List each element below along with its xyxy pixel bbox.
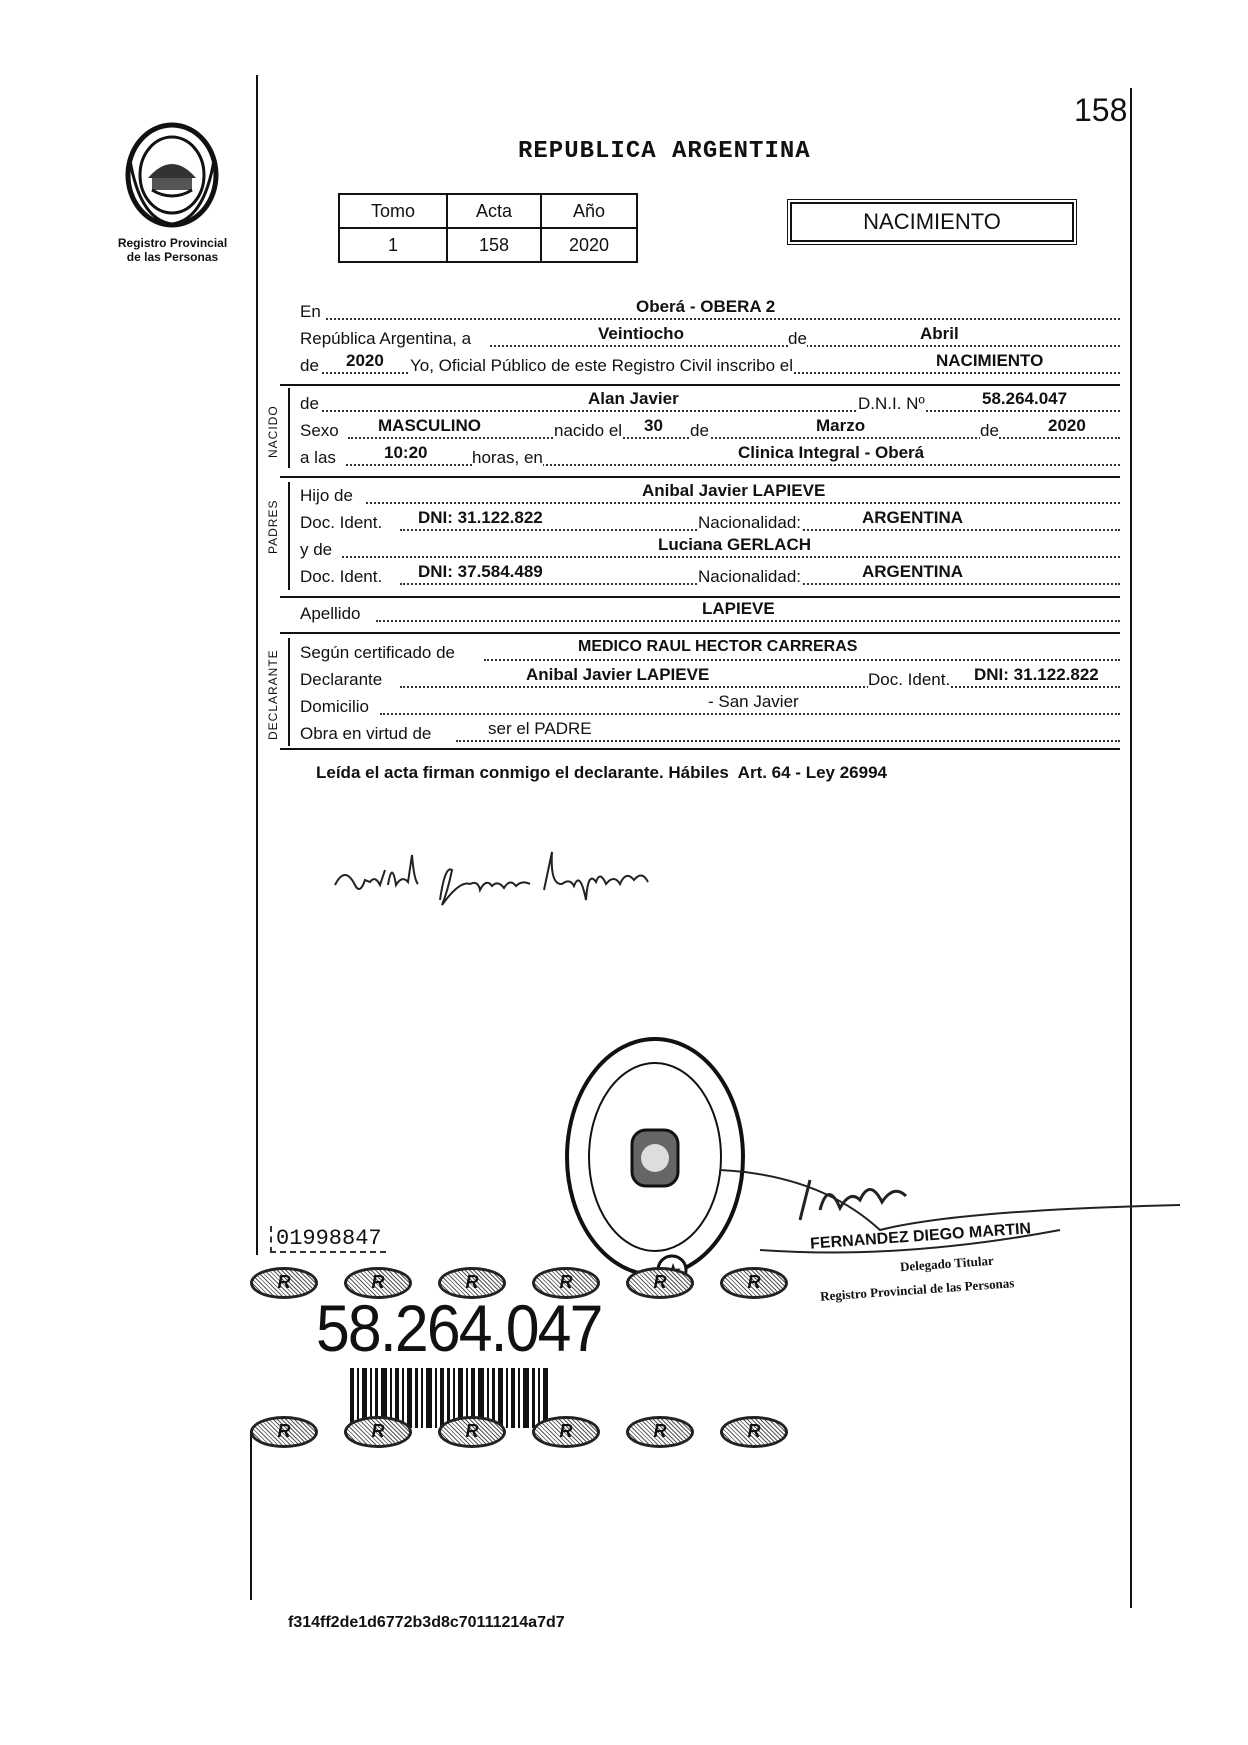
apellido-label: Apellido bbox=[300, 604, 361, 623]
acta-value: 158 bbox=[447, 228, 541, 262]
document-hash: f314ff2de1d6772b3d8c70111214a7d7 bbox=[288, 1614, 565, 1631]
tomo-header: Tomo bbox=[339, 194, 447, 228]
mother-doc: DNI: 37.584.489 bbox=[418, 562, 543, 581]
row-en bbox=[300, 297, 1120, 326]
serial-number: 01998847 bbox=[270, 1226, 386, 1253]
nacido-el-label: nacido el bbox=[554, 421, 623, 440]
en-value: Oberá - OBERA 2 bbox=[636, 297, 776, 316]
official-name: FERNANDEZ DIEGO MARTIN bbox=[809, 1220, 1032, 1253]
padres-section-label: PADRES bbox=[266, 499, 280, 554]
closing-text: Leída el acta firman conmigo el declarante. Hábiles Art. 64 - Ley 26994 bbox=[316, 763, 887, 782]
declarante-section-label: DECLARANTE bbox=[266, 649, 280, 740]
father-nationality: ARGENTINA bbox=[862, 508, 964, 527]
row-declarante bbox=[300, 665, 1120, 694]
official-role: Delegado Titular bbox=[899, 1252, 995, 1275]
province-coat-of-arms-icon bbox=[122, 120, 222, 230]
r-logo-icon: R bbox=[532, 1416, 600, 1448]
father-name: Anibal Javier LAPIEVE bbox=[642, 481, 826, 500]
obra-label: Obra en virtud de bbox=[300, 724, 432, 743]
mother-nat-label: Nacionalidad: bbox=[698, 567, 802, 586]
cert-value: MEDICO RAUL HECTOR CARRERAS bbox=[578, 638, 858, 655]
decl-label: Declarante bbox=[300, 670, 383, 689]
registry-line-1: Registro Provincial bbox=[117, 236, 228, 250]
page-number: 158 bbox=[1074, 92, 1128, 128]
child-name: Alan Javier bbox=[588, 389, 679, 408]
birth-year: 2020 bbox=[1048, 416, 1086, 435]
birth-time: 10:20 bbox=[384, 443, 428, 462]
r-logo-icon: R bbox=[720, 1416, 788, 1448]
apellido-top-line bbox=[280, 596, 1120, 598]
horas-label: horas, en bbox=[472, 448, 543, 467]
r-logo-icon: R bbox=[438, 1416, 506, 1448]
r-logo-icon: R bbox=[250, 1416, 318, 1448]
r-logo-icon: R bbox=[626, 1416, 694, 1448]
row-father-doc bbox=[300, 508, 1120, 537]
padres-top-line bbox=[280, 476, 1120, 478]
y-de-label: y de bbox=[300, 540, 333, 559]
anio-header: Año bbox=[541, 194, 637, 228]
row-domicilio bbox=[300, 692, 1120, 721]
nacido-bracket bbox=[288, 388, 290, 468]
registry-name bbox=[100, 236, 245, 264]
act-value: NACIMIENTO bbox=[936, 351, 1044, 370]
row-republica bbox=[300, 324, 1120, 353]
country-title: REPUBLICA ARGENTINA bbox=[518, 138, 811, 165]
yo-text: Yo, Oficial Público de este Registro Civil inscribo el bbox=[410, 356, 793, 375]
security-logo-strip-2 bbox=[250, 1416, 814, 1448]
right-margin-line bbox=[1130, 88, 1132, 1608]
nacido-top-line bbox=[280, 384, 1120, 386]
row-y-de bbox=[300, 535, 1120, 564]
record-table bbox=[338, 193, 638, 263]
acta-header: Acta bbox=[447, 194, 541, 228]
de2-label: de bbox=[300, 356, 319, 375]
decl-value: Anibal Javier LAPIEVE bbox=[526, 665, 710, 684]
child-dni: 58.264.047 bbox=[982, 389, 1068, 408]
sexo-value: MASCULINO bbox=[378, 416, 481, 435]
left-margin-line bbox=[256, 75, 258, 1255]
left-margin-line-lower bbox=[250, 1430, 252, 1600]
row-apellido bbox=[300, 599, 1120, 628]
record-type-box bbox=[790, 202, 1074, 242]
dni-label: D.N.I. Nº bbox=[858, 394, 925, 413]
hijo-de-label: Hijo de bbox=[300, 486, 353, 505]
month-value: Abril bbox=[920, 324, 959, 343]
mother-nationality: ARGENTINA bbox=[862, 562, 964, 581]
row-obra bbox=[300, 719, 1120, 748]
year-value: 2020 bbox=[346, 351, 384, 370]
r-logo-icon: R bbox=[250, 1267, 318, 1299]
dom-value: - San Javier bbox=[708, 692, 799, 711]
row-hora bbox=[300, 443, 1120, 472]
birth-month: Marzo bbox=[816, 416, 866, 435]
father-doc: DNI: 31.122.822 bbox=[418, 508, 543, 527]
row-nacido-name bbox=[300, 389, 1120, 418]
row-hijo-de bbox=[300, 481, 1120, 510]
father-nat-label: Nacionalidad: bbox=[698, 513, 802, 532]
nacido-section-label: NACIDO bbox=[266, 405, 280, 458]
row-mother-doc bbox=[300, 562, 1120, 591]
row-sexo bbox=[300, 416, 1120, 445]
handwritten-signature bbox=[330, 840, 670, 925]
declarante-bracket bbox=[288, 638, 290, 746]
birth-day: 30 bbox=[644, 416, 663, 435]
decl-doc-label: Doc. Ident. bbox=[868, 670, 951, 689]
en-label: En bbox=[300, 302, 321, 321]
r-logo-icon: R bbox=[720, 1267, 788, 1299]
declarante-bottom-line bbox=[280, 748, 1120, 750]
nacido-de-label-3: de bbox=[980, 421, 999, 440]
declarante-top-line bbox=[280, 632, 1120, 634]
a-las-label: a las bbox=[300, 448, 336, 467]
r-logo-icon: R bbox=[438, 1267, 506, 1299]
father-doc-label: Doc. Ident. bbox=[300, 513, 383, 532]
anio-value: 2020 bbox=[541, 228, 637, 262]
obra-value: ser el PADRE bbox=[488, 719, 592, 738]
cert-label: Según certificado de bbox=[300, 643, 455, 662]
republica-label: República Argentina, a bbox=[300, 329, 472, 348]
row-certificado bbox=[300, 638, 1120, 667]
birth-place: Clinica Integral - Oberá bbox=[738, 443, 925, 462]
record-type: NACIMIENTO bbox=[863, 209, 1001, 234]
r-logo-icon: R bbox=[344, 1416, 412, 1448]
r-logo-icon: R bbox=[532, 1267, 600, 1299]
padres-bracket bbox=[288, 482, 290, 590]
day-value: Veintiocho bbox=[598, 324, 684, 343]
tomo-value: 1 bbox=[339, 228, 447, 262]
mother-doc-label: Doc. Ident. bbox=[300, 567, 383, 586]
registry-line-2: de las Personas bbox=[126, 250, 219, 264]
mother-name: Luciana GERLACH bbox=[658, 535, 812, 554]
barcode-number: 58.264.047 bbox=[316, 1291, 602, 1365]
row-year bbox=[300, 351, 1120, 380]
de-label: de bbox=[788, 329, 807, 348]
nacido-de-label: de bbox=[300, 394, 319, 413]
official-office: Registro Provincial de las Personas bbox=[819, 1275, 1015, 1304]
sexo-label: Sexo bbox=[300, 421, 339, 440]
nacido-de-label-2: de bbox=[690, 421, 709, 440]
r-logo-icon: R bbox=[344, 1267, 412, 1299]
r-logo-icon: R bbox=[626, 1267, 694, 1299]
dom-label: Domicilio bbox=[300, 697, 369, 716]
apellido-value: LAPIEVE bbox=[702, 599, 775, 618]
decl-doc-value: DNI: 31.122.822 bbox=[974, 665, 1099, 684]
